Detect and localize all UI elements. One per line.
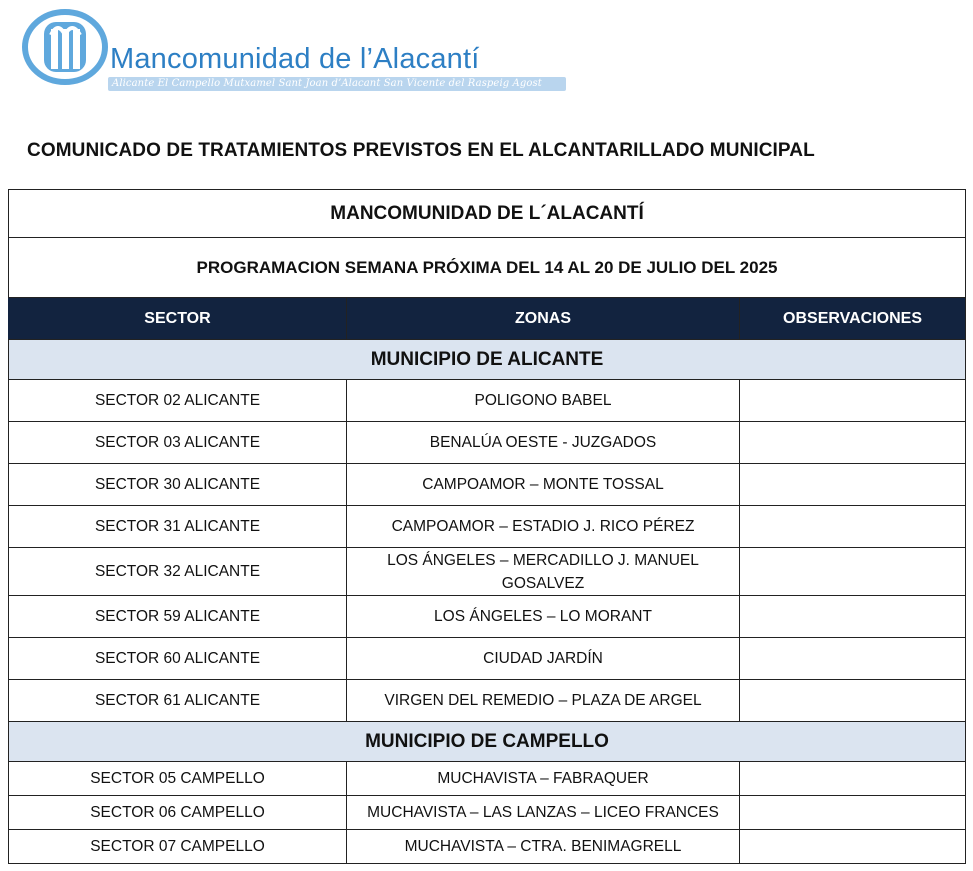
sector-cell: SECTOR 03 ALICANTE: [9, 422, 347, 464]
table-row: [9, 548, 966, 596]
zone-cell: CIUDAD JARDÍN: [347, 638, 740, 680]
sector-cell: SECTOR 32 ALICANTE: [9, 548, 347, 596]
sector-cell: SECTOR 59 ALICANTE: [9, 596, 347, 638]
observations-cell: [740, 830, 966, 864]
table-row: [9, 796, 966, 830]
observations-cell: [740, 762, 966, 796]
municipality-row: [9, 340, 966, 380]
table-row: [9, 762, 966, 796]
table-row: [9, 680, 966, 722]
sector-cell: SECTOR 60 ALICANTE: [9, 638, 347, 680]
sector-cell: SECTOR 06 CAMPELLO: [9, 796, 347, 830]
column-header-observations: OBSERVACIONES: [740, 298, 966, 340]
observations-cell: [740, 638, 966, 680]
municipality-row: [9, 722, 966, 762]
table-row: [9, 638, 966, 680]
observations-cell: [740, 796, 966, 830]
zone-cell: CAMPOAMOR – MONTE TOSSAL: [347, 464, 740, 506]
zone-cell: POLIGONO BABEL: [347, 380, 740, 422]
zone-cell: LOS ÁNGELES – MERCADILLO J. MANUEL GOSALVEZ: [347, 548, 740, 596]
table-row: [9, 380, 966, 422]
municipality-title-alicante: MUNICIPIO DE ALICANTE: [9, 340, 966, 380]
zone-cell: BENALÚA OESTE - JUZGADOS: [347, 422, 740, 464]
sector-cell: SECTOR 61 ALICANTE: [9, 680, 347, 722]
observations-cell: [740, 380, 966, 422]
mancomunidad-logo: [22, 9, 582, 89]
organization-title: MANCOMUNIDAD DE L´ALACANTÍ: [9, 190, 966, 238]
zone-cell: MUCHAVISTA – LAS LANZAS – LICEO FRANCES: [347, 796, 740, 830]
sector-cell: SECTOR 02 ALICANTE: [9, 380, 347, 422]
zone-cell: LOS ÁNGELES – LO MORANT: [347, 596, 740, 638]
organization-row: [9, 190, 966, 238]
column-header-zones: ZONAS: [347, 298, 740, 340]
observations-cell: [740, 464, 966, 506]
zone-cell: CAMPOAMOR – ESTADIO J. RICO PÉREZ: [347, 506, 740, 548]
observations-cell: [740, 422, 966, 464]
table-row: [9, 464, 966, 506]
observations-cell: [740, 548, 966, 596]
sector-cell: SECTOR 05 CAMPELLO: [9, 762, 347, 796]
zone-cell: VIRGEN DEL REMEDIO – PLAZA DE ARGEL: [347, 680, 740, 722]
week-title: PROGRAMACION SEMANA PRÓXIMA DEL 14 AL 20 DE JULIO DEL 2025: [9, 238, 966, 298]
treatment-schedule-table: [8, 189, 966, 864]
table-row: [9, 506, 966, 548]
logo-title: Mancomunidad de l’Alacantí: [110, 43, 480, 75]
observations-cell: [740, 680, 966, 722]
column-header-row: [9, 298, 966, 340]
logo-subtitle: Alicante El Campello Mutxamel Sant Joan d’Alacant San Vicente del Raspeig Agost: [112, 78, 542, 89]
document-heading: COMUNICADO DE TRATAMIENTOS PREVISTOS EN EL ALCANTARILLADO MUNICIPAL: [27, 140, 815, 161]
table-row: [9, 422, 966, 464]
zone-cell: MUCHAVISTA – CTRA. BENIMAGRELL: [347, 830, 740, 864]
sector-cell: SECTOR 07 CAMPELLO: [9, 830, 347, 864]
observations-cell: [740, 506, 966, 548]
zone-cell: MUCHAVISTA – FABRAQUER: [347, 762, 740, 796]
table-row: [9, 830, 966, 864]
sector-cell: SECTOR 30 ALICANTE: [9, 464, 347, 506]
table-row: [9, 596, 966, 638]
sector-cell: SECTOR 31 ALICANTE: [9, 506, 347, 548]
week-row: [9, 238, 966, 298]
observations-cell: [740, 596, 966, 638]
municipality-title-campello: MUNICIPIO DE CAMPELLO: [9, 722, 966, 762]
mancomunidad-logo-icon: [22, 9, 108, 85]
column-header-sector: SECTOR: [9, 298, 347, 340]
